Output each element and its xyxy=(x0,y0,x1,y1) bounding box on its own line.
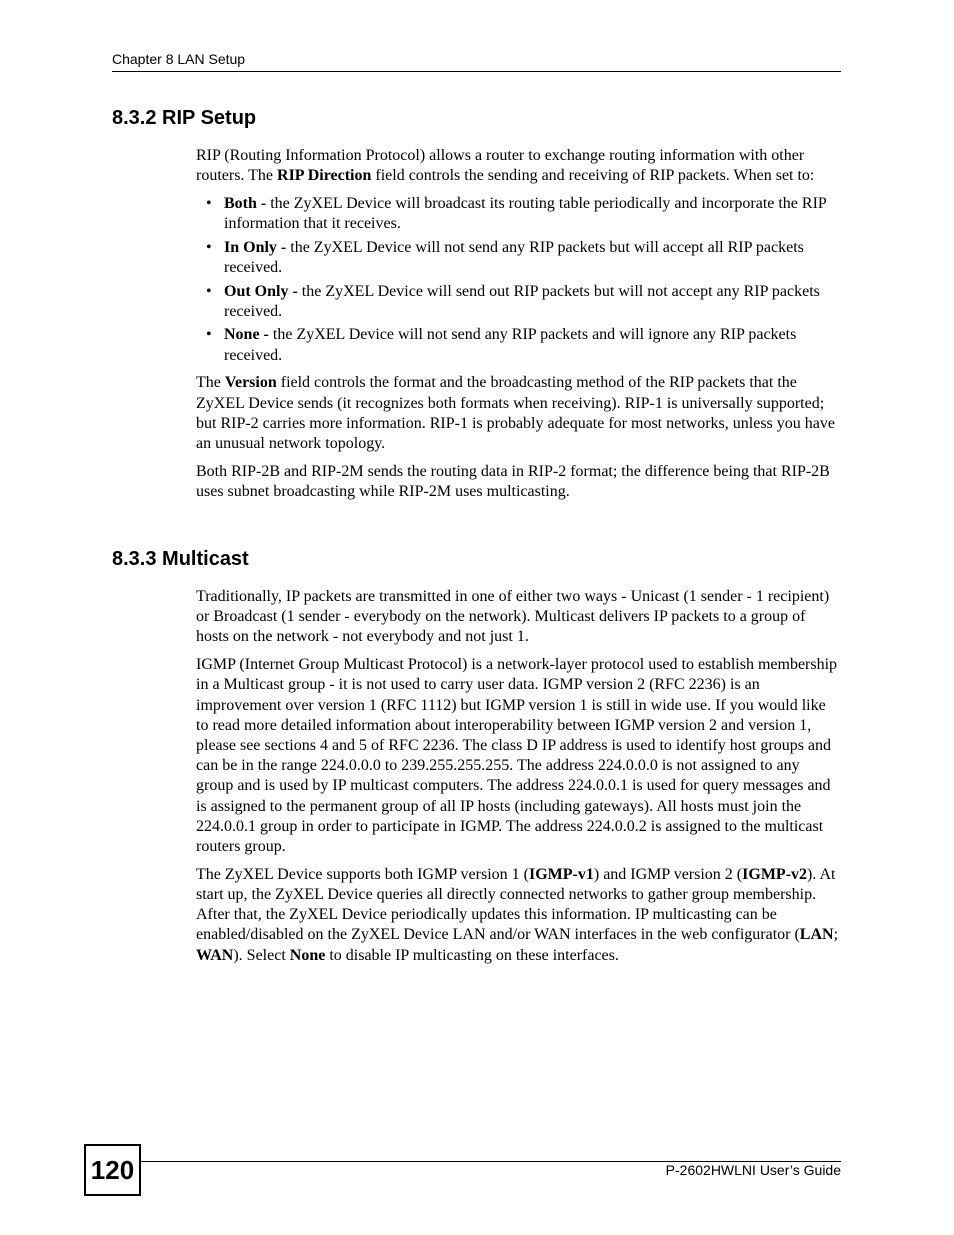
header-rule xyxy=(112,71,841,72)
bullet-text: the ZyXEL Device will broadcast its routing table periodically and incorporate the RIP information that it receives. xyxy=(224,195,827,233)
rip-intro-paragraph xyxy=(196,146,840,186)
bullet-term: In Only - xyxy=(224,238,287,256)
text-run: ). Select xyxy=(233,946,290,964)
rip-version-paragraph xyxy=(196,373,840,454)
bullet-text: the ZyXEL Device will send out RIP packets but will not accept any RIP packets received. xyxy=(224,282,820,320)
igmp-support-paragraph xyxy=(196,865,840,966)
bullet-term: None - xyxy=(224,326,269,344)
text-run: RIP (Routing Information Protocol) allows a router to exchange routing information with other routers. The xyxy=(196,147,805,185)
igmp-paragraph: IGMP (Internet Group Multicast Protocol) is a network-layer protocol used to establish membership in a Multicast group - it is not used to carry user data. IGMP version 2 (RFC 2236) is an improvement over version 1 (RFC 1112) but IGMP version 1 is still in wide use. If you would like to read more detailed information about interoperability between IGMP version 2 and version 1, please see sections 4 and 5 of RFC 2236. The class D IP address is used to identify host groups and can be in the range 224.0.0.0 to 239.255.255.255. The address 224.0.0.0 is not assigned to any group and is used by IP multicast computers. The address 224.0.0.1 is used for query messages and is assigned to the permanent group of all IP hosts (including gateways). All hosts must join the 224.0.0.1 group in order to participate in IGMP. The address 224.0.0.2 is assigned to the multicast routers group. xyxy=(196,656,838,856)
bold-term-igmp-v2: IGMP-v2 xyxy=(742,865,808,883)
list-item xyxy=(196,282,840,322)
multicast-intro-paragraph: Traditionally, IP packets are transmitted in one of either two ways - Unicast (1 sender - 1 recipient) or Broadcast (1 sender - everybody on the network). Multicast delivers IP packets to a group of hosts on the network - not everybody and not just 1. xyxy=(196,588,830,646)
bold-term-igmp-v1: IGMP-v1 xyxy=(528,865,594,883)
bold-term-version: Version xyxy=(224,374,277,392)
text-run: The xyxy=(196,374,225,392)
running-header: Chapter 8 LAN Setup xyxy=(112,51,246,67)
list-item xyxy=(196,194,840,234)
bold-term-wan: WAN xyxy=(196,946,234,964)
section-heading-rip-setup: 8.3.2 RIP Setup xyxy=(112,107,257,129)
bullet-text: the ZyXEL Device will not send any RIP packets and will ignore any RIP packets received. xyxy=(224,326,797,364)
text-run: field controls the format and the broadcasting method of the RIP packets that the ZyXEL Device sends (it recognizes both formats when receiving). RIP-1 is universally supported; but RIP-2 carries more information. RIP-1 is probably adequate for most networks, unless you have an unusual network topology. xyxy=(196,374,835,452)
multicast-body xyxy=(196,587,840,973)
page-number: 120 xyxy=(84,1144,141,1196)
bold-term-rip-direction: RIP Direction xyxy=(277,167,372,185)
running-footer: P-2602HWLNI User’s Guide xyxy=(665,1162,841,1178)
list-item xyxy=(196,325,840,365)
text-run: field controls the sending and receiving of RIP packets. When set to: xyxy=(371,167,815,185)
rip-direction-list xyxy=(196,194,840,366)
text-run: ; xyxy=(833,926,839,944)
bullet-text: the ZyXEL Device will not send any RIP packets but will accept all RIP packets received. xyxy=(224,238,804,276)
bullet-term: Both - xyxy=(224,195,267,212)
rip-setup-body xyxy=(196,146,840,510)
text-run: to disable IP multicasting on these interfaces. xyxy=(325,946,619,964)
bold-term-lan: LAN xyxy=(799,926,834,944)
rip-2b-2m-paragraph: Both RIP-2B and RIP-2M sends the routing data in RIP-2 format; the difference being that RIP-2B uses subnet broadcasting while RIP-2M uses multicasting. xyxy=(196,462,830,500)
bullet-term: Out Only - xyxy=(224,282,298,300)
bold-term-none: None xyxy=(289,946,326,964)
section-heading-multicast: 8.3.3 Multicast xyxy=(112,548,249,570)
text-run: ). At start up, the ZyXEL Device queries all directly connected networks to gather group membership. After that, the ZyXEL Device periodically updates this information. IP multicasting can be enabled/disabled on the ZyXEL Device LAN and/or WAN interfaces in the web configurator ( xyxy=(196,865,836,944)
text-run: The ZyXEL Device supports both IGMP version 1 ( xyxy=(196,865,529,883)
text-run: ) and IGMP version 2 ( xyxy=(593,865,743,883)
list-item xyxy=(196,238,840,278)
